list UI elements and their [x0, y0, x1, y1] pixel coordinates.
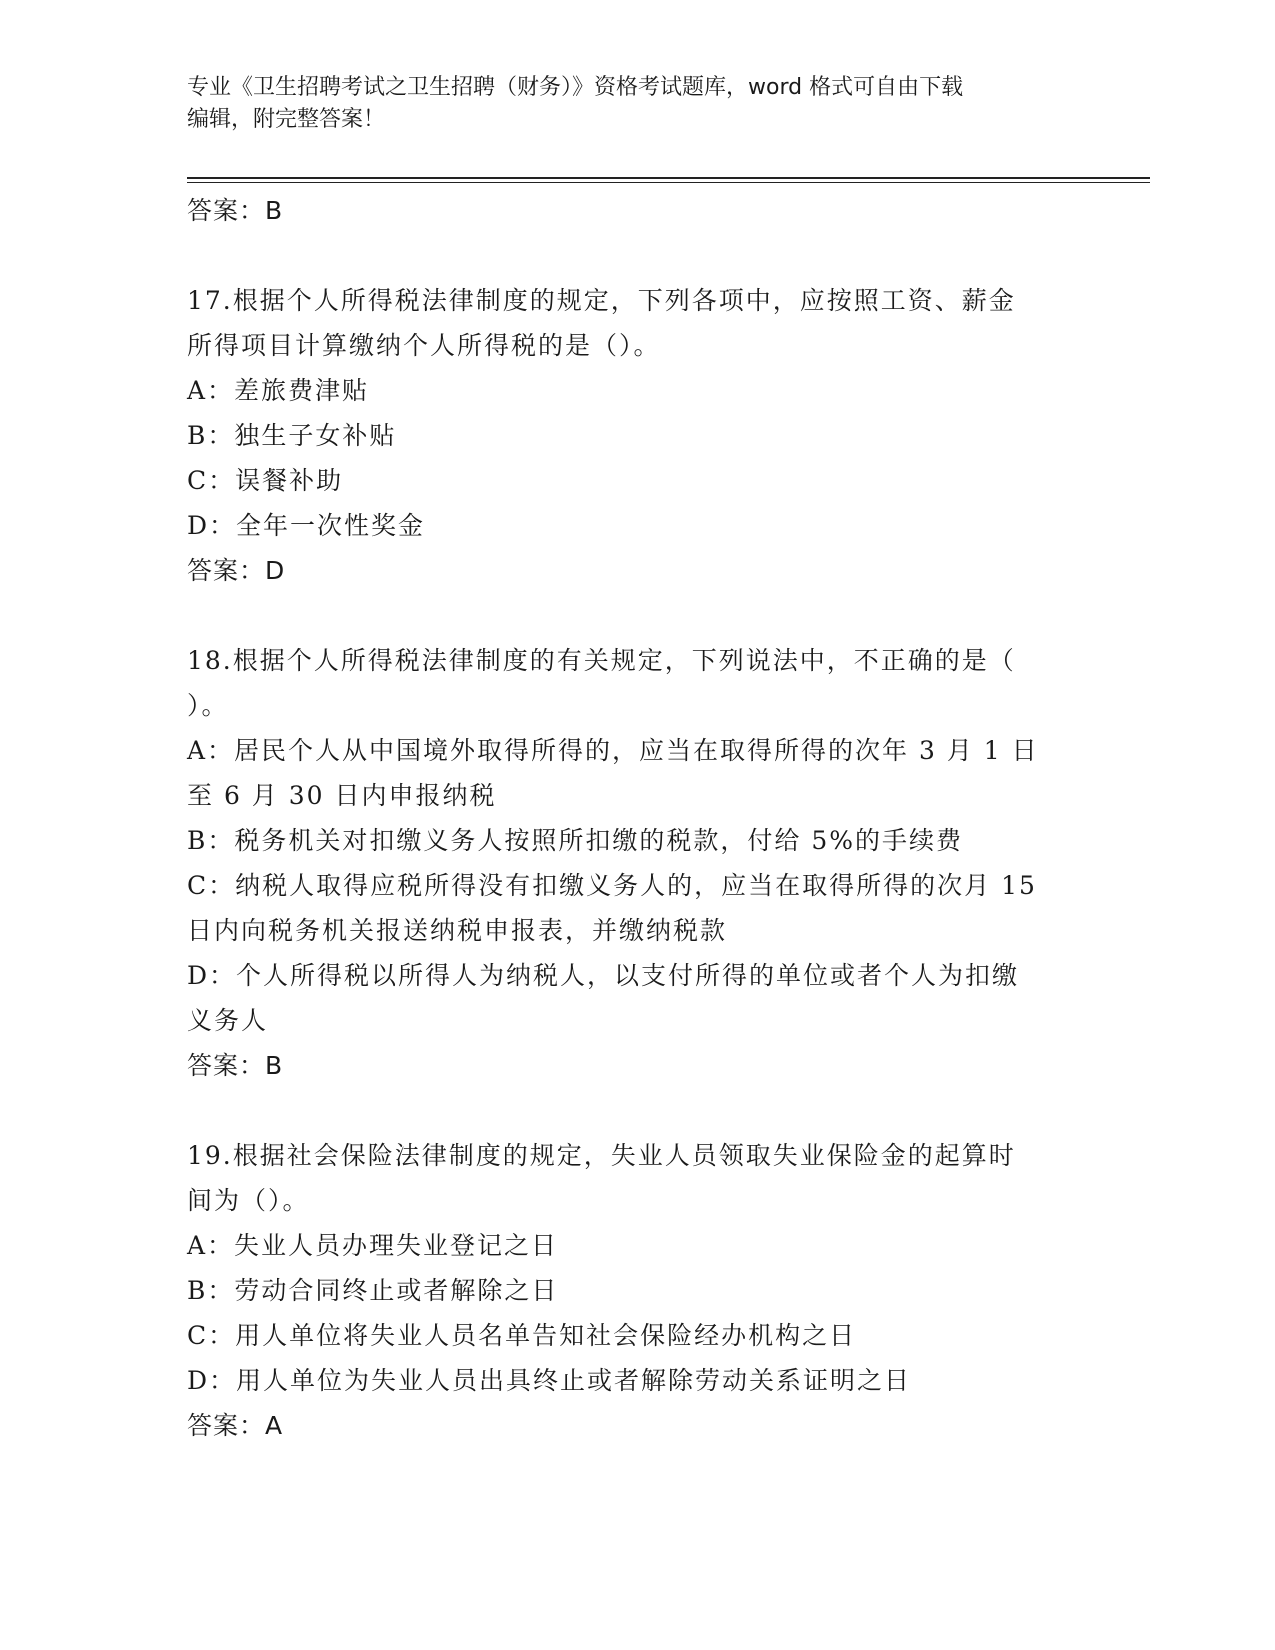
answer-line [187, 548, 1087, 593]
question-stem-line: 间为（）。 [187, 1186, 310, 1215]
question-block [187, 638, 1087, 1088]
question-stem-line: ）。 [187, 691, 229, 720]
option-d-continuation: 义务人 [187, 1006, 269, 1035]
question-block [187, 1133, 1087, 1448]
header-line-1: 专业《卫生招聘考试之卫生招聘（财务）》资格考试题库，word 格式可自由下载 [187, 75, 964, 100]
option-d: D：用人单位为失业人员出具终止或者解除劳动关系证明之日 [187, 1366, 912, 1395]
document-header [187, 72, 1067, 136]
header-divider-thick [187, 177, 1150, 179]
answer-value: B [265, 196, 284, 225]
option-c: C：纳税人取得应税所得没有扣缴义务人的，应当在取得所得的次月 15 [187, 871, 1037, 900]
question-list [187, 188, 1087, 1448]
option-a: A：差旅费津贴 [187, 376, 370, 405]
question-stem-line: 19.根据社会保险法律制度的规定，失业人员领取失业保险金的起算时 [187, 1141, 1016, 1170]
header-line-2: 编辑，附完整答案！ [187, 107, 386, 132]
question-stem-line: 18.根据个人所得税法律制度的有关规定，下列说法中，不正确的是（ [187, 646, 1016, 675]
option-b: B：独生子女补贴 [187, 421, 397, 450]
option-c: C：误餐补助 [187, 466, 344, 495]
option-a-continuation: 至 6 月 30 日内申报纳税 [187, 781, 497, 810]
option-b: B：劳动合同终止或者解除之日 [187, 1276, 559, 1305]
answer-prefix: 答案： [187, 1051, 266, 1080]
option-d: D：全年一次性奖金 [187, 511, 426, 540]
option-a: A：失业人员办理失业登记之日 [187, 1231, 559, 1260]
answer-value: A [265, 1411, 284, 1440]
answer-prefix: 答案： [187, 196, 266, 225]
question-stem-line: 所得项目计算缴纳个人所得税的是（）。 [187, 331, 661, 360]
answer-value: B [265, 1051, 284, 1080]
option-d: D：个人所得税以所得人为纳税人，以支付所得的单位或者个人为扣缴 [187, 961, 1020, 990]
option-c: C：用人单位将失业人员名单告知社会保险经办机构之日 [187, 1321, 857, 1350]
answer-prefix: 答案： [187, 556, 266, 585]
question-stem-line: 17.根据个人所得税法律制度的规定，下列各项中，应按照工资、薪金 [187, 286, 1016, 315]
option-a: A：居民个人从中国境外取得所得的，应当在取得所得的次年 3 月 1 日 [187, 736, 1039, 765]
option-b: B：税务机关对扣缴义务人按照所扣缴的税款，付给 5%的手续费 [187, 826, 963, 855]
answer-line [187, 1043, 1087, 1088]
answer-line [187, 188, 1087, 233]
option-c-continuation: 日内向税务机关报送纳税申报表，并缴纳税款 [187, 916, 728, 945]
question-block [187, 278, 1087, 593]
answer-value: D [265, 556, 286, 585]
header-divider-thin [187, 182, 1150, 183]
answer-prefix: 答案： [187, 1411, 266, 1440]
answer-line [187, 1403, 1087, 1448]
